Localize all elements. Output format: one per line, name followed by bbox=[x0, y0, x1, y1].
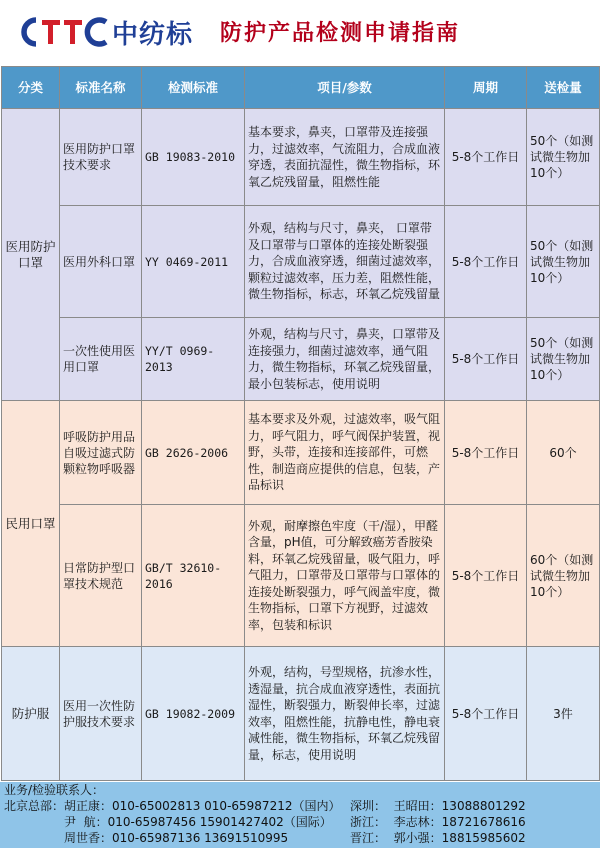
cttc-logo bbox=[14, 12, 110, 52]
table-header-row bbox=[2, 67, 600, 109]
contact-person: 李志林： bbox=[393, 815, 442, 829]
test-items: 外观，结构与尺寸，鼻夹， 口罩带及口罩带与口罩体的连接处断裂强力，合成血液穿透，细菌过滤效率，颗粒过滤效率，压力差，阻燃性能，微生物指标，标志，环氧乙烷残留量 bbox=[245, 206, 445, 318]
sample-quantity: 50个（如测试微生物加10个） bbox=[527, 109, 600, 206]
contact-person: 王昭田： bbox=[393, 799, 442, 813]
test-items: 外观，结构，号型规格，抗渗水性，透湿量，抗合成血液穿透性，表面抗湿性，断裂强力，断裂伸长率，过滤效率，阻燃性能，抗静电性，静电衰减性能，微生物指标，环氧乙烷残留量，标志，使用说明 bbox=[245, 647, 445, 781]
contact-phone: 18815985602 bbox=[441, 831, 526, 845]
contact-phones: 010-65987136 13691510995 bbox=[112, 831, 289, 845]
sample-quantity: 3件 bbox=[527, 647, 600, 781]
sample-quantity: 50个（如测试微生物加10个） bbox=[527, 318, 600, 401]
office-label: 深圳： bbox=[350, 799, 387, 813]
page-title: 防护产品检测申请指南 bbox=[220, 20, 461, 46]
table-row bbox=[2, 318, 600, 401]
table-row bbox=[2, 505, 600, 647]
sample-quantity: 60个（如测试微生物加10个） bbox=[527, 505, 600, 647]
test-period: 5-8个工作日 bbox=[445, 647, 527, 781]
table-row bbox=[2, 647, 600, 781]
contact-phones: 010-65987456 15901427402（国际） bbox=[107, 815, 332, 829]
table-row bbox=[2, 206, 600, 318]
test-guide-table bbox=[1, 66, 600, 781]
test-period: 5-8个工作日 bbox=[445, 206, 527, 318]
test-items: 外观，耐摩擦色牢度（干/湿），甲醛含量，pH值，可分解致癌芳香胺染料，环氧乙烷残留量，吸气阻力，呼气阻力，口罩带及口罩带与口罩体的连接处断裂强力，呼气阀盖牢度，微生物指标，口罩下方视野，过滤效率，包装和标识 bbox=[245, 505, 445, 647]
page-header bbox=[0, 0, 600, 64]
col-header-category: 分类 bbox=[2, 67, 60, 109]
logo bbox=[14, 10, 193, 54]
contact-person: 周世香： bbox=[64, 831, 113, 845]
standard-name: 一次性使用医用口罩 bbox=[60, 318, 142, 401]
col-header-test-standard: 检测标准 bbox=[142, 67, 245, 109]
contact-row-beijing-1 bbox=[4, 799, 340, 815]
test-period: 5-8个工作日 bbox=[445, 505, 527, 647]
contact-row-beijing-2 bbox=[64, 815, 332, 831]
test-standard: GB 2626-2006 bbox=[142, 401, 245, 505]
contact-phone: 13088801292 bbox=[441, 799, 526, 813]
standard-name: 医用防护口罩技术要求 bbox=[60, 109, 142, 206]
sample-quantity: 50个（如测试微生物加10个） bbox=[527, 206, 600, 318]
office-label: 晋江： bbox=[350, 831, 387, 845]
col-header-standard-name: 标准名称 bbox=[60, 67, 142, 109]
contact-phone: 18721678616 bbox=[441, 815, 526, 829]
contact-footer bbox=[0, 782, 600, 848]
col-header-period: 周期 bbox=[445, 67, 527, 109]
contact-person: 胡正康： bbox=[64, 799, 113, 813]
category-protective-suit: 防护服 bbox=[2, 647, 60, 781]
table-row bbox=[2, 109, 600, 206]
test-standard: GB 19082-2009 bbox=[142, 647, 245, 781]
logo-text: 中纺标 bbox=[112, 19, 194, 50]
table-row bbox=[2, 401, 600, 505]
standard-name: 医用外科口罩 bbox=[60, 206, 142, 318]
category-medical-mask: 医用防护口罩 bbox=[2, 109, 60, 401]
category-civil-mask: 民用口罩 bbox=[2, 401, 60, 647]
test-period: 5-8个工作日 bbox=[445, 109, 527, 206]
test-period: 5-8个工作日 bbox=[445, 401, 527, 505]
contact-row-zhejiang bbox=[350, 815, 526, 831]
col-header-items: 项目/参数 bbox=[245, 67, 445, 109]
office-label: 浙江： bbox=[350, 815, 387, 829]
contact-person: 郭小强： bbox=[393, 831, 442, 845]
test-period: 5-8个工作日 bbox=[445, 318, 527, 401]
contact-row-jinjiang bbox=[350, 831, 526, 847]
col-header-quantity: 送检量 bbox=[527, 67, 600, 109]
contact-row-beijing-3 bbox=[64, 831, 288, 847]
test-items: 基本要求及外观，过滤效率，吸气阻力，呼气阻力，呼气阀保护装置，视野，头带，连接和连接部件，可燃性，制造商应提供的信息，包装，产品标识 bbox=[245, 401, 445, 505]
office-label: 北京总部： bbox=[4, 799, 65, 813]
test-standard: YY 0469-2011 bbox=[142, 206, 245, 318]
contact-person: 尹 航： bbox=[64, 815, 108, 829]
contacts-heading: 业务/检验联系人： bbox=[4, 783, 105, 797]
sample-quantity: 60个 bbox=[527, 401, 600, 505]
test-items: 外观，结构与尺寸，鼻夹，口罩带及连接强力，细菌过滤效率，通气阻力，微生物指标，环氧乙烷残留量，最小包装标志，使用说明 bbox=[245, 318, 445, 401]
contact-row-shenzhen bbox=[350, 799, 526, 815]
test-standard: YY/T 0969-2013 bbox=[142, 318, 245, 401]
test-items: 基本要求，鼻夹，口罩带及连接强力，过滤效率，气流阻力，合成血液穿透，表面抗湿性，微生物指标，环氧乙烷残留量，阻燃性能 bbox=[245, 109, 445, 206]
standard-name: 呼吸防护用品自吸过滤式防颗粒物呼吸器 bbox=[60, 401, 142, 505]
test-standard: GB/T 32610-2016 bbox=[142, 505, 245, 647]
contact-phones: 010-65002813 010-65987212（国内） bbox=[112, 799, 341, 813]
standard-name: 医用一次性防护服技术要求 bbox=[60, 647, 142, 781]
test-standard: GB 19083-2010 bbox=[142, 109, 245, 206]
standard-name: 日常防护型口罩技术规范 bbox=[60, 505, 142, 647]
